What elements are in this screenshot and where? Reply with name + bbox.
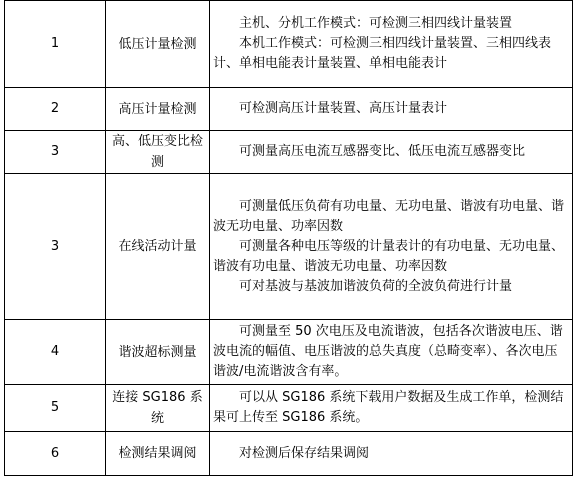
row-number: 3 <box>5 131 106 174</box>
item-name: 检测结果调阅 <box>106 432 210 476</box>
row-number: 6 <box>5 432 106 476</box>
item-name: 谐波超标测量 <box>106 320 210 385</box>
table-row <box>5 88 573 131</box>
item-description <box>210 432 573 476</box>
description-paragraph: 可以从 SG186 系统下载用户数据及生成工作单，检测结果可上传至 SG186 系统。 <box>213 390 564 425</box>
item-name: 低压计量检测 <box>106 1 210 88</box>
item-name: 在线活动计量 <box>106 174 210 320</box>
item-description <box>210 385 573 432</box>
table-row <box>5 432 573 476</box>
table-row <box>5 174 573 320</box>
row-number: 1 <box>5 1 106 88</box>
row-number: 3 <box>5 174 106 320</box>
item-description <box>210 131 573 174</box>
description-paragraph: 对检测后保存结果调阅 <box>239 445 370 461</box>
item-name: 高压计量检测 <box>106 88 210 131</box>
spec-table <box>4 0 573 476</box>
row-number: 5 <box>5 385 106 432</box>
description-paragraph: 本机工作模式：可检测三相四线计量装置、三相四线表计、单相电能表计量装置、单相电能表计 <box>213 36 552 71</box>
description-paragraph: 可测量至 50 次电压及电流谐波，包括各次谐波电压、谐波电流的幅值、电压谐波的总失真度（总畸变率）、各次电压谐波/电流谐波含有率。 <box>213 324 563 379</box>
table-row <box>5 131 573 174</box>
item-description <box>210 174 573 320</box>
description-paragraph: 可测量低压负荷有功电量、无功电量、谐波有功电量、谐波无功电量、功率因数 <box>213 198 565 234</box>
table-row <box>5 1 573 88</box>
table-row <box>5 320 573 385</box>
description-paragraph: 可测量各种电压等级的计量表计的有功电量、无功电量、谐波有功电量、谐波无功电量、功率因数 <box>213 238 565 274</box>
item-description <box>210 320 573 385</box>
description-paragraph: 可对基波与基波加谐波负荷的全波负荷进行计量 <box>239 278 513 294</box>
description-paragraph: 主机、分机工作模式：可检测三相四线计量装置 <box>239 16 513 31</box>
item-description <box>210 88 573 131</box>
description-paragraph: 可检测高压计量装置、高压计量表计 <box>239 101 448 116</box>
item-name: 连接 SG186 系统 <box>106 385 210 432</box>
row-number: 4 <box>5 320 106 385</box>
row-number: 2 <box>5 88 106 131</box>
item-description <box>210 1 573 88</box>
table-row <box>5 385 573 432</box>
item-name: 高、低压变比检测 <box>106 131 210 174</box>
description-paragraph: 可测量高压电流互感器变比、低压电流互感器变比 <box>239 144 526 159</box>
